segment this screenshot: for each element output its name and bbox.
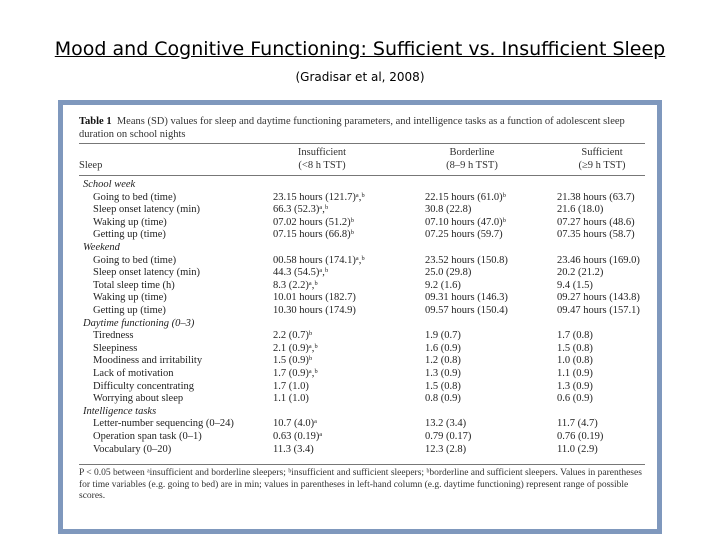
table-top-rule <box>79 143 645 144</box>
table-row <box>67 292 657 305</box>
header-insufficient-range: (<8 h TST) <box>298 159 346 171</box>
sufficient-value: 1.1 (0.9) <box>557 368 593 379</box>
row-label: Sleepiness <box>93 342 138 354</box>
table-footnote: P < 0.05 between ᵃinsufficient and borderline sleepers; ᵇinsufficient and sufficient sleepers; ᵇborderline and sufficient sleepers. Values in parentheses for time variables (e.g. going to bed) are in min; values in parentheses in left-hand column (e.g. daytime functioning) represent range of possible scores. <box>79 468 642 501</box>
table-panel <box>67 109 653 525</box>
table-row <box>67 217 657 230</box>
insufficient-value: 00.58 hours (174.1)ᵃ,ᵇ <box>273 254 365 266</box>
row-label: Vocabulary (0–20) <box>93 443 172 455</box>
header-borderline-label: Borderline <box>449 147 495 158</box>
table-header-rule <box>79 175 645 176</box>
table-row <box>67 267 657 280</box>
sufficient-value: 21.38 hours (63.7) <box>557 191 635 203</box>
borderline-value: 25.0 (29.8) <box>425 267 472 279</box>
row-label: Tiredness <box>93 330 134 342</box>
row-label: Lack of motivation <box>93 368 174 379</box>
table-row <box>67 204 657 217</box>
insufficient-value: 1.1 (1.0) <box>273 393 309 405</box>
borderline-value: 13.2 (3.4) <box>425 418 467 430</box>
borderline-value: 0.8 (0.9) <box>425 393 461 405</box>
section-heading-row <box>67 242 657 255</box>
sufficient-value: 0.6 (0.9) <box>557 393 593 405</box>
sufficient-value: 11.7 (4.7) <box>557 418 598 430</box>
section-heading: Weekend <box>83 242 120 253</box>
insufficient-value: 2.2 (0.7)ᵇ <box>273 330 313 342</box>
section-heading: Daytime functioning (0–3) <box>83 317 195 329</box>
insufficient-value: 8.3 (2.2)ᵃ,ᵇ <box>273 279 318 291</box>
borderline-value: 22.15 hours (61.0)ᵇ <box>425 191 506 203</box>
table-row <box>67 229 657 242</box>
section-heading: Intelligence tasks <box>83 405 157 417</box>
sufficient-value: 11.0 (2.9) <box>557 443 598 455</box>
header-sufficient <box>547 147 657 172</box>
sufficient-value: 0.76 (0.19) <box>557 431 604 442</box>
sufficient-value: 23.46 hours (169.0) <box>557 254 640 266</box>
sufficient-value: 09.27 hours (143.8) <box>557 292 640 304</box>
table-label: Table 1 <box>79 116 112 127</box>
table-row <box>67 305 657 318</box>
row-label: Going to bed (time) <box>93 254 177 266</box>
row-label: Sleep onset latency (min) <box>93 204 201 216</box>
row-label: Worrying about sleep <box>93 393 184 405</box>
row-label: Waking up (time) <box>93 216 167 228</box>
sufficient-value: 07.35 hours (58.7) <box>557 229 635 241</box>
table-row <box>67 343 657 356</box>
table-image-frame <box>58 100 662 534</box>
borderline-value: 1.5 (0.8) <box>425 380 461 392</box>
header-insufficient <box>267 147 377 172</box>
table-row <box>67 381 657 394</box>
borderline-value: 12.3 (2.8) <box>425 443 467 455</box>
borderline-value: 23.52 hours (150.8) <box>425 254 508 266</box>
sufficient-value: 09.47 hours (157.1) <box>557 305 640 316</box>
sufficient-value: 1.5 (0.8) <box>557 342 593 354</box>
borderline-value: 1.6 (0.9) <box>425 342 461 354</box>
table-row <box>67 355 657 368</box>
header-sleep: Sleep <box>79 160 103 171</box>
sufficient-value: 20.2 (21.2) <box>557 267 604 279</box>
borderline-value: 09.57 hours (150.4) <box>425 305 508 316</box>
table-row <box>67 330 657 343</box>
table-bottom-rule <box>79 464 645 465</box>
header-insufficient-label: Insufficient <box>297 147 347 158</box>
table-row <box>67 192 657 205</box>
insufficient-value: 0.63 (0.19)ᵃ <box>273 431 323 442</box>
table-row <box>67 255 657 268</box>
table-row <box>67 393 657 406</box>
borderline-value: 1.9 (0.7) <box>425 330 461 342</box>
insufficient-value: 44.3 (54.5)ᵃ,ᵇ <box>273 267 329 279</box>
row-label: Going to bed (time) <box>93 191 177 203</box>
borderline-value: 0.79 (0.17) <box>425 431 472 442</box>
table-caption-text: Means (SD) values for sleep and daytime functioning parameters, and intelligence tasks as a function of adolescent sleep duration on school nights <box>79 116 625 140</box>
sufficient-value: 07.27 hours (48.6) <box>557 216 635 228</box>
insufficient-value: 10.7 (4.0)ᵃ <box>273 418 317 430</box>
table-caption <box>79 116 649 141</box>
insufficient-value: 1.7 (1.0) <box>273 380 309 392</box>
insufficient-value: 1.5 (0.9)ᵇ <box>273 355 313 367</box>
borderline-value: 1.3 (0.9) <box>425 368 461 379</box>
borderline-value: 30.8 (22.8) <box>425 204 472 216</box>
borderline-value: 07.10 hours (47.0)ᵇ <box>425 216 506 228</box>
header-borderline-range: (8–9 h TST) <box>446 159 498 171</box>
borderline-value: 09.31 hours (146.3) <box>425 292 508 304</box>
insufficient-value: 07.02 hours (51.2)ᵇ <box>273 216 354 228</box>
header-sufficient-range: (≥9 h TST) <box>578 159 626 171</box>
section-heading-row <box>67 318 657 331</box>
row-label: Sleep onset latency (min) <box>93 267 201 279</box>
row-label: Getting up (time) <box>93 229 166 241</box>
borderline-value: 1.2 (0.8) <box>425 355 461 367</box>
row-label: Moodiness and irritability <box>93 355 203 367</box>
section-heading: School week <box>83 179 136 190</box>
insufficient-value: 66.3 (52.3)ᵃ,ᵇ <box>273 204 329 216</box>
sufficient-value: 1.7 (0.8) <box>557 330 593 342</box>
table-row <box>67 444 657 457</box>
insufficient-value: 2.1 (0.9)ᵃ,ᵇ <box>273 342 318 354</box>
slide-subtitle: (Gradisar et al, 2008) <box>295 70 425 84</box>
insufficient-value: 11.3 (3.4) <box>273 443 314 455</box>
row-label: Waking up (time) <box>93 292 167 304</box>
insufficient-value: 1.7 (0.9)ᵃ,ᵇ <box>273 368 318 379</box>
slide-title: Mood and Cognitive Functioning: Sufficient vs. Insufficient Sleep <box>54 38 666 60</box>
table-row <box>67 280 657 293</box>
header-sufficient-label: Sufficient <box>581 147 623 158</box>
section-heading-row <box>67 179 657 192</box>
insufficient-value: 23.15 hours (121.7)ᵃ,ᵇ <box>273 191 365 203</box>
table-row <box>67 368 657 381</box>
table-row <box>67 418 657 431</box>
insufficient-value: 10.01 hours (182.7) <box>273 292 356 304</box>
borderline-value: 9.2 (1.6) <box>425 279 461 291</box>
table-row <box>67 431 657 444</box>
sufficient-value: 21.6 (18.0) <box>557 204 604 216</box>
sufficient-value: 1.3 (0.9) <box>557 380 593 392</box>
insufficient-value: 10.30 hours (174.9) <box>273 305 356 316</box>
row-label: Letter-number sequencing (0–24) <box>93 418 234 430</box>
row-label: Getting up (time) <box>93 305 166 316</box>
sufficient-value: 1.0 (0.8) <box>557 355 593 367</box>
section-heading-row <box>67 406 657 419</box>
borderline-value: 07.25 hours (59.7) <box>425 229 503 241</box>
header-borderline <box>417 147 527 172</box>
row-label: Difficulty concentrating <box>93 380 194 392</box>
sufficient-value: 9.4 (1.5) <box>557 279 593 291</box>
insufficient-value: 07.15 hours (66.8)ᵇ <box>273 229 354 241</box>
row-label: Total sleep time (h) <box>93 279 175 291</box>
row-label: Operation span task (0–1) <box>93 431 202 442</box>
